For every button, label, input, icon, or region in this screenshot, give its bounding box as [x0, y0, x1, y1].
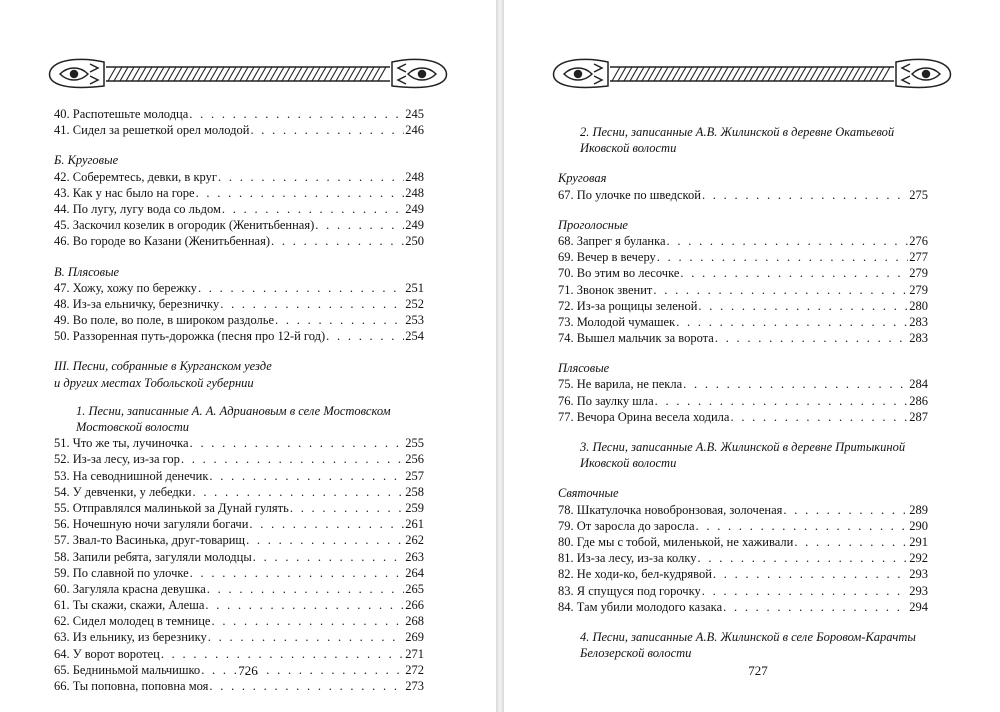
- subsection-heading: 4. Песни, записанные А.В. Жилинской в селе Боровом-Карачты: [580, 629, 916, 644]
- toc-entry: 73. Молодой чумашек . . . 283: [558, 314, 928, 330]
- toc-entry: 70. Во этим во лесочке . . . 279: [558, 265, 928, 281]
- toc-entry: 47. Хожу, хожу по бережку . . . 251: [54, 280, 424, 296]
- section-heading: Круговая: [558, 171, 607, 186]
- toc-entry: 56. Ночешную ночи загуляли богачи . . . 261: [54, 516, 424, 532]
- subsection-heading: 1. Песни, записанные А. А. Адриановым в селе Мостовском: [76, 403, 391, 418]
- left-page: [0, 0, 496, 712]
- toc-left: [54, 106, 424, 694]
- toc-entry: 61. Ты скажи, скажи, Алеша . . . 266: [54, 597, 424, 613]
- toc-entry: 68. Запрег я буланка . . . 276: [558, 233, 928, 249]
- toc-entry: 63. Из ельнику, из березнику . . . 269: [54, 629, 424, 645]
- toc-entry: 44. По лугу, лугу вода со льдом . . . 249: [54, 201, 424, 217]
- section-heading: Святочные: [558, 486, 619, 501]
- subsection-heading: Иковской волости: [580, 141, 677, 156]
- rope-ornament: [46, 56, 450, 92]
- toc-entry: 76. По заулку шла . . . 286: [558, 393, 928, 409]
- toc-entry: 78. Шкатулочка новобронзовая, золоченая . . . 289: [558, 502, 928, 518]
- toc-entry: 51. Что же ты, лучиночка . . . 255: [54, 435, 424, 451]
- toc-entry: 40. Распотешьте молодца . . . 245: [54, 106, 424, 122]
- right-page: [504, 0, 1000, 712]
- page-number: 726: [238, 663, 258, 678]
- toc-entry: 48. Из-за ельничку, березничку . . . 252: [54, 296, 424, 312]
- toc-entry: 84. Там убили молодого казака . . . 294: [558, 599, 928, 615]
- toc-entry: 75. Не варила, не пекла . . . 284: [558, 376, 928, 392]
- toc-entry: 53. На севоднишной денечик . . . 257: [54, 468, 424, 484]
- subsection-heading: Мостовской волости: [76, 420, 189, 434]
- toc-entry: 54. У девченки, у лебедки . . . 258: [54, 484, 424, 500]
- subsection-heading: Иковской волости: [580, 456, 677, 471]
- toc-entry: 49. Во поле, во поле, в широком раздолье . . . 253: [54, 312, 424, 328]
- toc-entry: 80. Где мы с тобой, миленькой, не хаживали . . . 291: [558, 534, 928, 550]
- toc-entry: 72. Из-за рощицы зеленой . . . 280: [558, 298, 928, 314]
- toc-entry: 81. Из-за лесу, из-за колку . . . 292: [558, 550, 928, 566]
- section-heading: Б. Круговые: [54, 153, 119, 168]
- section-heading: Проголосные: [558, 217, 628, 232]
- rope-ornament: [550, 56, 954, 92]
- subsection-heading: Белозерской волости: [580, 646, 692, 661]
- toc-entry: 59. По славной по улочке . . . 264: [54, 565, 424, 581]
- toc-entry: 62. Сидел молодец в темнице . . . 268: [54, 613, 424, 629]
- book-gutter: [496, 0, 504, 712]
- subsection-heading: 2. Песни, записанные А.В. Жилинской в деревне Окатьевой: [580, 125, 895, 139]
- toc-entry: 69. Вечер в вечеру . . . 277: [558, 249, 928, 265]
- toc-entry: 42. Соберемтесь, девки, в круг . . . 248: [54, 169, 424, 185]
- toc-entry: 45. Заскочил козелик в огородик (Женитьбенная) . . . 249: [54, 217, 424, 233]
- toc-entry: 50. Раззоренная путь-дорожка (песня про 12-й год) . . . 254: [54, 328, 424, 344]
- toc-entry: 64. У ворот воротец . . . 271: [54, 646, 424, 662]
- toc-entry: 52. Из-за лесу, из-за гор . . . 256: [54, 451, 424, 467]
- toc-entry: 74. Вышел мальчик за ворота . . . 283: [558, 330, 928, 346]
- toc-entry: 41. Сидел за решеткой орел молодой . . . 246: [54, 122, 424, 138]
- section-heading: В. Плясовые: [54, 264, 120, 279]
- toc-entry: 55. Отправлялся малинькой за Дунай гулять . . . 259: [54, 500, 424, 516]
- page-number: 727: [748, 663, 768, 678]
- toc-entry: 79. От заросла до заросла . . . 290: [558, 518, 928, 534]
- section-heading: и других местах Тобольской губернии: [54, 375, 254, 390]
- toc-entry: 43. Как у нас было на горе . . . 248: [54, 185, 424, 201]
- section-heading: Плясовые: [558, 361, 610, 376]
- toc-entry: 67. По улочке по шведской . . . 275: [558, 187, 928, 203]
- subsection-heading: 3. Песни, записанные А.В. Жилинской в деревне Притыкиной: [580, 440, 906, 454]
- toc-entry: 60. Загуляла красна девушка . . . 265: [54, 581, 424, 597]
- toc-entry: 57. Звал-то Васинька, друг-товарищ . . . 262: [54, 532, 424, 548]
- toc-entry: 66. Ты поповна, поповна моя . . . 273: [54, 678, 424, 694]
- toc-entry: 46. Во городе во Казани (Женитьбенная) . . . 250: [54, 233, 424, 249]
- toc-entry: 83. Я спущуся под горочку . . . 293: [558, 583, 928, 599]
- section-heading: III. Песни, собранные в Курганском уезде: [54, 359, 272, 374]
- toc-entry: 58. Запили ребята, загуляли молодцы . . . 263: [54, 549, 424, 565]
- toc-entry: 82. Не ходи-ко, бел-кудрявой . . . 293: [558, 566, 928, 582]
- toc-entry: 65. Бедниньмой мальчишко . . . 272: [54, 662, 424, 678]
- toc-entry: 71. Звонок звенит . . . 279: [558, 282, 928, 298]
- toc-right: [558, 124, 928, 661]
- toc-entry: 77. Вечора Орина весела ходила . . . 287: [558, 409, 928, 425]
